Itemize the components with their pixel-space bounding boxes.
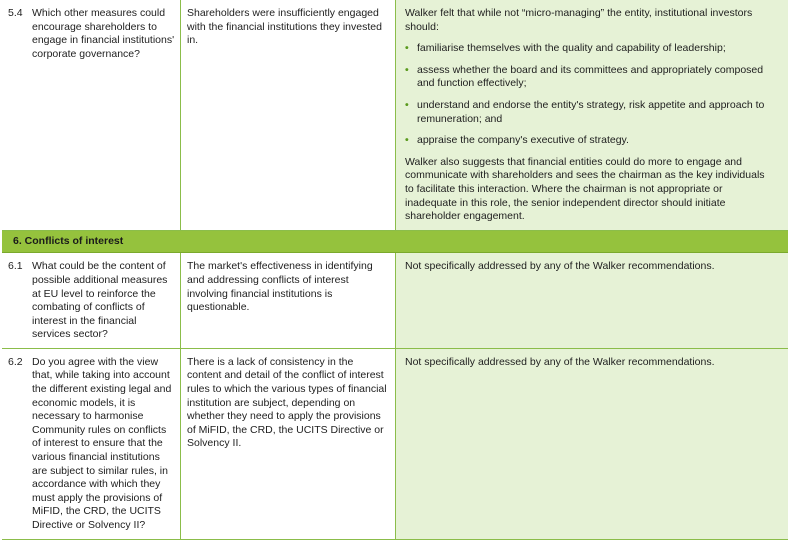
bullet-icon: •: [405, 42, 409, 55]
question-text: Do you agree with the view that, while taking into account the different existing legal and economic models, it is necessary to harmonise Community rules on conflicts of interest to ensure that the various financial institutions are subject to similar rules, in accordance with which they must apply the provisions of MiFID, the CRD, the UCITS Directive or Solvency II?: [32, 355, 172, 531]
response-cell: [396, 348, 789, 539]
response-cell: [396, 0, 789, 230]
response-intro: Walker felt that while not “micro-managing” the entity, institutional investors should:: [405, 7, 753, 33]
consultation-table: [2, 0, 788, 540]
response-bullet-list: [405, 42, 776, 148]
bullet-icon: •: [405, 98, 409, 111]
question-number: 6.2: [8, 355, 23, 368]
list-item: • assess whether the board and its committees and appropriately composed and function effectively;: [405, 63, 764, 90]
response-text: Not specifically addressed by any of the Walker recommendations.: [405, 260, 715, 273]
list-item: • familiarise themselves with the quality and capability of leadership;: [405, 42, 726, 55]
question-number: 5.4: [8, 7, 23, 19]
question-cell: [2, 253, 181, 349]
table-row: [2, 0, 788, 230]
question-cell: [2, 348, 181, 539]
issue-cell: [181, 0, 396, 230]
list-item: • appraise the company's executive of strategy.: [405, 134, 629, 147]
consultation-table-wrapper: [2, 0, 786, 540]
question-text: Which other measures could encourage shareholders to engage in financial institutions' corporate governance?: [32, 7, 175, 60]
response-text: Not specifically addressed by any of the Walker recommendations.: [405, 355, 715, 368]
question-number: 6.1: [8, 260, 23, 273]
section-title: 6. Conflicts of interest: [13, 234, 124, 247]
issue-text: The market's effectiveness in identifying and addressing conflicts of interest involving financial institutions is questionable.: [187, 260, 373, 314]
response-outro: Walker also suggests that financial entities could do more to engage and communicate with shareholders and sees the chairman as the key individuals to facilitate this interaction. Where the chairman is not appropriate or inadequate in this role, the senior independent director should initiate shareholder engagement.: [405, 155, 765, 223]
bullet-icon: •: [405, 134, 409, 147]
question-cell: [2, 0, 181, 230]
table-row: [2, 253, 788, 349]
issue-cell: [181, 348, 396, 539]
section-header-row: [2, 230, 788, 253]
issue-text: There is a lack of consistency in the content and detail of the conflict of interest rules to which the various types of financial institution are subject, depending on whether they need to apply the provisions of MiFID, the CRD, the UCITS Directive or Solvency II.: [187, 355, 387, 450]
issue-cell: [181, 253, 396, 349]
issue-text: Shareholders were insufficiently engaged with the financial institutions they invested in.: [187, 7, 382, 47]
bullet-icon: •: [405, 63, 409, 76]
question-text: What could be the content of possible additional measures at EU level to reinforce the combating of conflicts of interest in the financial services sector?: [32, 260, 168, 341]
list-item: • understand and endorse the entity's strategy, risk appetite and approach to remuneration; and: [405, 98, 765, 125]
response-cell: [396, 253, 789, 349]
table-row: [2, 348, 788, 539]
